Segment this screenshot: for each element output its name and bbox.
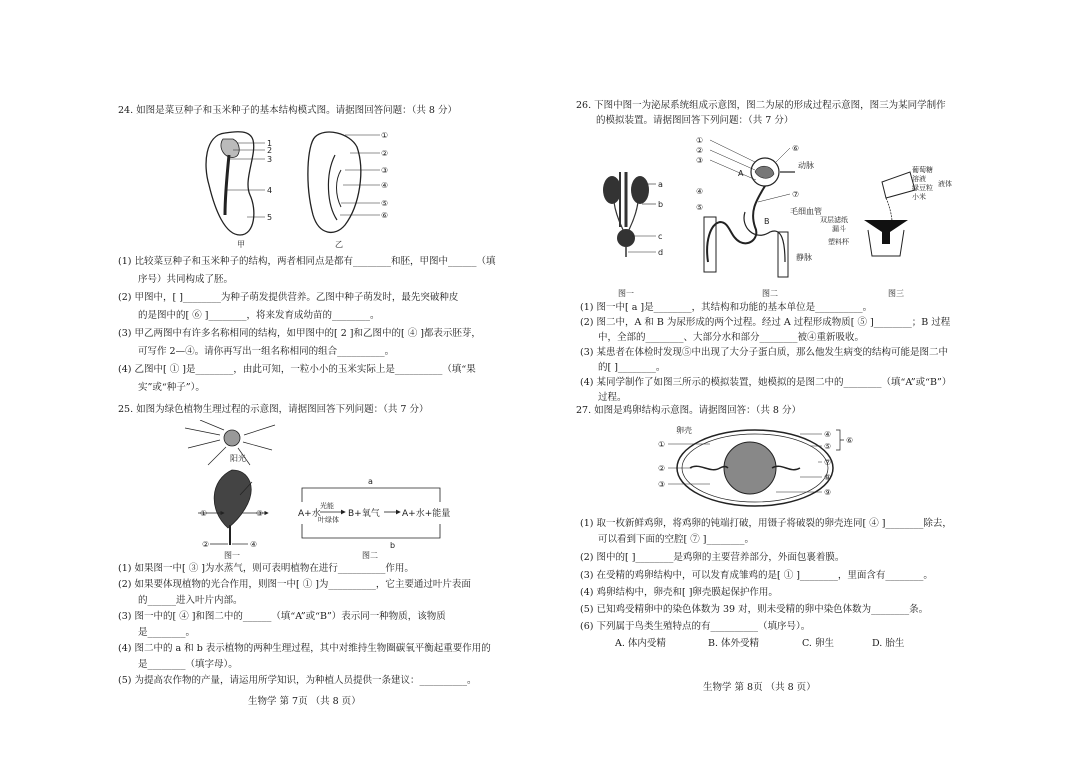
- egg-label-2: ②: [658, 464, 666, 473]
- q27-line-1: (1) 取一枚新鲜鸡卵，将鸡卵的钝端打破，用镊子将破裂的卵壳连同[ ④ ]________除去，: [580, 518, 952, 529]
- fig1-label-4: ④: [250, 540, 258, 549]
- fig3-caption: 图三: [888, 289, 904, 298]
- q26-line-2: (2) 图二中，A 和 B 为尿形成的两个过程。经过 A 过程形成物质[ ⑤ ]________；B 过程: [580, 317, 951, 328]
- liquid-label: 液体: [938, 180, 952, 188]
- yolk-icon: [724, 442, 776, 494]
- funnel-label: 漏斗: [832, 225, 846, 233]
- q24-title: 24. 如图是菜豆种子和玉米种子的基本结构模式图。请据图回答问题：（共 8 分）: [118, 105, 457, 116]
- f3-item-3: 绿豆粒: [912, 184, 933, 192]
- egg-label-4: ④: [824, 430, 832, 439]
- q24-line-5: (3) 甲乙两图中有许多名称相同的结构，如甲图中的[ 2 ]和乙图中的[ ④ ]都表示胚芽，: [118, 328, 481, 339]
- q25-line-7: 是________（填字母）。: [138, 659, 238, 670]
- q24-line-7: (4) 乙图中[ ① ]是________，由此可知，一粒小小的玉米实际上是__________（填“果: [118, 364, 476, 375]
- q27-line-2: 可以看到下面的空腔[ ⑦ ]________。: [598, 534, 754, 545]
- q26-title-1: 26. 下图中图一为泌尿系统组成示意图，图二为尿的形成过程示意图，图三为某同学制作: [576, 100, 946, 111]
- process-a-label: a: [368, 477, 373, 486]
- seed-diagram: [195, 125, 395, 250]
- q25-line-5: 是________。: [138, 627, 196, 638]
- yi-label-6: ⑥: [381, 211, 389, 220]
- fig1-caption: 图一: [224, 551, 240, 560]
- filter-paper-label: 双层滤纸: [820, 216, 848, 224]
- f2-label-1: ①: [696, 136, 704, 145]
- q27-option-a: A. 体内受精: [615, 638, 666, 649]
- fig2-caption-r: 图二: [762, 289, 778, 298]
- q27-line-4: (3) 在受精的鸡卵结构中，可以发育成雏鸡的是[ ① ]________，里面含有________。: [580, 570, 933, 581]
- egg-label-8: ⑧: [824, 473, 832, 482]
- q26-line-1: (1) 图一中[ a ]是________，其结构和功能的基本单位是__________。: [580, 302, 873, 313]
- f1-label-b: b: [658, 200, 664, 209]
- egg-label-5: ⑤: [824, 442, 832, 451]
- fig-yi-caption: 乙: [335, 240, 343, 249]
- q25-line-8: (5) 为提高农作物的产量，请运用所学知识，为种植人员提供一条建议：__________。: [118, 675, 477, 686]
- process-B: B: [764, 217, 770, 226]
- sun-label: 阳光: [230, 454, 246, 463]
- f2-label-2: ②: [696, 146, 704, 155]
- left-kidney-icon: [603, 176, 621, 204]
- q27-line-5: (4) 鸡卵结构中，卵壳和[ ]卵壳膜起保护作用。: [580, 587, 778, 598]
- bladder-icon: [617, 229, 635, 247]
- egg-label-9: ⑨: [824, 488, 832, 497]
- eq-right: A+水+能量: [402, 509, 451, 519]
- shell-label: 卵壳: [676, 426, 692, 435]
- yi-label-3: ③: [381, 166, 389, 175]
- q24-line-4: 的是图中的[ ⑥ ]________，将来发育成幼苗的________。: [138, 310, 380, 321]
- q27-line-3: (2) 图中的[ ]________是鸡卵的主要营养部分，外面包裹着膜。: [580, 552, 845, 563]
- corn-seed-coat: [308, 132, 361, 232]
- q27-option-b: B. 体外受精: [708, 638, 760, 649]
- q26-line-5: 的[ ]________。: [598, 362, 666, 373]
- fig1-label-2: ②: [202, 540, 210, 549]
- right-kidney-icon: [631, 176, 649, 204]
- eq-mid: B+氧气: [348, 509, 380, 519]
- f3-item-2: 溶液: [912, 175, 926, 183]
- footer-right: 生物学 第 8页 （共 8 页）: [703, 682, 816, 693]
- q27-option-c: C. 卵生: [802, 638, 834, 649]
- process-b-label: b: [390, 541, 396, 550]
- plant-diagram: [180, 420, 470, 562]
- egg-label-7: ⑦: [824, 458, 832, 467]
- egg-label-6: ⑥: [846, 436, 854, 445]
- q27-line-7: (6) 下列属于鸟类生殖特点的有__________（填序号）。: [580, 621, 811, 632]
- egg-label-1: ①: [658, 440, 666, 449]
- yi-label-4: ④: [381, 181, 389, 190]
- sun-icon: [224, 430, 240, 446]
- q25-line-3: 的______进入叶片内部。: [138, 595, 243, 606]
- f2-label-4: ④: [696, 187, 704, 196]
- eq-left: A+水: [298, 509, 321, 519]
- f3-item-1: 葡萄糖: [912, 166, 933, 174]
- f2-label-6: ⑥: [792, 144, 800, 153]
- f2-label-5: ⑤: [696, 203, 704, 212]
- fig1-label-3: ③: [256, 509, 264, 518]
- q25-line-1: (1) 如果图一中[ ③ ]为水蒸气，则可表明植物在进行__________作用。: [118, 563, 414, 574]
- vein-label: 静脉: [796, 253, 812, 262]
- jia-label-3: 3: [267, 155, 273, 164]
- q25-line-6: (4) 图二中的 a 和 b 表示植物的两种生理过程，其中对维持生物圈碳氧平衡起重要作用的: [118, 643, 491, 654]
- eq-bottom: 叶绿体: [318, 516, 339, 524]
- egg-label-3: ③: [658, 480, 666, 489]
- q24-line-3: (2) 甲图中，[ ]________为种子萌发提供营养。乙图中种子萌发时，最先突破种皮: [118, 292, 459, 303]
- fig-jia-caption: 甲: [237, 240, 245, 249]
- q27-line-6: (5) 已知鸡受精卵中的染色体数为 39 对，则未受精的卵中染色体数为________条。: [580, 604, 929, 615]
- eq-top: 光能: [320, 502, 334, 510]
- q25-line-2: (2) 如果要体现植物的光合作用，则图一中[ ① ]为__________，它主要通过叶片表面: [118, 579, 471, 590]
- q24-line-6: 可写作 2—④。请你再写出一组名称相同的组合__________。: [138, 346, 395, 357]
- jia-label-1: 1: [267, 139, 273, 148]
- fig1-label-1: ①: [200, 509, 208, 518]
- f1-label-d: d: [658, 248, 664, 257]
- funnel-icon: [864, 220, 908, 244]
- footer-left: 生物学 第 7页 （共 8 页）: [248, 696, 361, 707]
- jia-label-5: 5: [267, 213, 273, 222]
- jia-label-2: 2: [267, 146, 273, 155]
- yi-label-2: ②: [381, 149, 389, 158]
- yi-label-1: ①: [381, 131, 389, 140]
- f1-label-a: a: [658, 180, 663, 189]
- q27-option-d: D. 胎生: [872, 638, 905, 649]
- q24-line-8: 实”或“种子”）。: [138, 382, 205, 393]
- leaf-icon: [214, 470, 251, 528]
- f1-label-c: c: [658, 232, 663, 241]
- f2-label-3: ③: [696, 156, 704, 165]
- q26-line-4: (3) 某患者在体检时发现⑤中出现了大分子蛋白质，那么他发生病变的结构可能是图二中: [580, 347, 948, 358]
- pouring-cup-icon: [882, 172, 915, 198]
- f3-item-4: 小米: [912, 193, 926, 201]
- artery-label: 动脉: [798, 161, 814, 170]
- q26-title-2: 的模拟装置。请据图回答下列问题：（共 7 分）: [596, 115, 794, 126]
- process-A: A: [738, 169, 744, 178]
- q25-title: 25. 如图为绿色植物生理过程的示意图，请据图回答下列问题：（共 7 分）: [118, 404, 429, 415]
- q25-line-4: (3) 图一中的[ ④ ]和图二中的______（填“A”或“B”）表示同一种物质，该物质: [118, 611, 446, 622]
- plastic-cup-label: 塑料杯: [828, 238, 849, 246]
- yi-label-5: ⑤: [381, 199, 389, 208]
- egg-diagram: [650, 422, 860, 512]
- capillary-label: 毛细血管: [790, 207, 822, 216]
- q27-title: 27. 如图是鸡卵结构示意图。请据图回答：（共 8 分）: [576, 405, 801, 416]
- q26-line-3: 中，全部的________、大部分水和部分________被④重新吸收。: [598, 332, 865, 343]
- fig1-caption-r: 图一: [618, 289, 634, 298]
- jia-label-4: 4: [267, 186, 273, 195]
- q24-line-2: 序号）共同构成了胚。: [138, 274, 234, 285]
- f2-label-7: ⑦: [792, 190, 800, 199]
- q26-line-6: (4) 某同学制作了如图三所示的模拟装置，她模拟的是图二中的________（填“A”或“B”）: [580, 377, 952, 388]
- q24-line-1: (1) 比较菜豆种子和玉米种子的结构，两者相同点是都有________和胚，甲图中______（填: [118, 256, 496, 267]
- urinary-diagram: [590, 132, 970, 302]
- q26-line-7: 过程。: [598, 392, 627, 403]
- fig2-caption: 图二: [362, 551, 378, 560]
